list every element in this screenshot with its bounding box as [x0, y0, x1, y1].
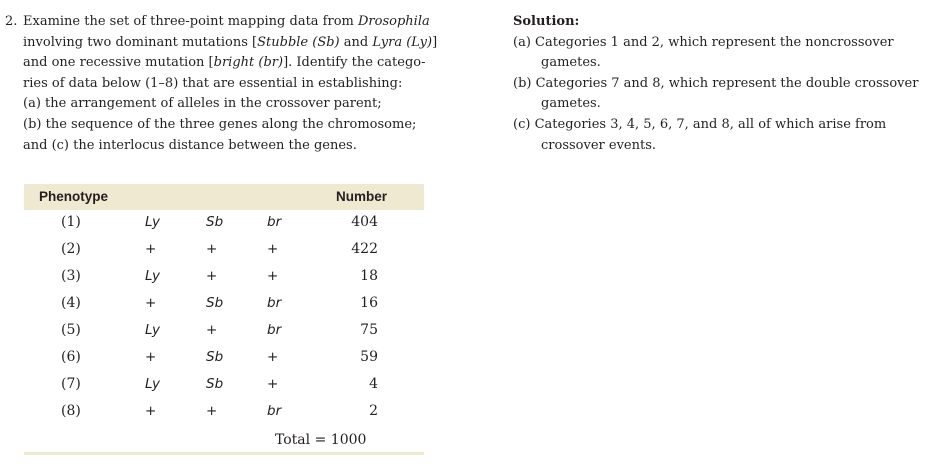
table-row: (3) Ly + + 18 [61, 268, 378, 284]
table-row: (7) Ly Sb + 4 [61, 376, 378, 392]
solution-item-a-cont: gametes. [541, 55, 601, 71]
table-row: (4) + Sb br 16 [61, 295, 378, 311]
table-row: (5) Ly + br 75 [61, 322, 378, 338]
solution-block [513, 12, 923, 156]
solution-item-b: (b) Categories 7 and 8, which represent the double crossover [513, 75, 919, 91]
solution-heading: Solution: [513, 14, 580, 29]
question-line-5: (a) the arrangement of alleles in the crossover parent; [23, 96, 382, 112]
question-line-2: involving two dominant mutations [Stubble (Sb) and Lyra (Ly)] [23, 34, 438, 50]
question-line-4: ries of data below (1–8) that are essential in establishing: [23, 75, 403, 91]
total-equals: = [314, 432, 327, 448]
header-number: Number [336, 189, 388, 204]
question-line-3: and one recessive mutation [bright (br)]. Identify the catego- [23, 55, 426, 71]
total-value: 1000 [330, 432, 367, 448]
table-row: (1) Ly Sb br 404 [61, 214, 378, 230]
phenotype-table [24, 184, 424, 455]
question-number: 2. [5, 14, 18, 29]
solution-item-c-cont: crossover events. [541, 137, 657, 153]
table-row: (8) + + br 2 [61, 403, 378, 419]
table-header [24, 184, 424, 210]
question-line-1: 2. Examine the set of three-point mapping data from Drosophila [5, 12, 475, 33]
question-line-7: and (c) the interlocus distance between the genes. [23, 137, 357, 153]
question-line-6: (b) the sequence of the three genes along the chromosome; [23, 116, 417, 132]
table-bottom-rule [24, 452, 424, 455]
solution-item-a: (a) Categories 1 and 2, which represent the noncrossover [513, 34, 894, 50]
question-block [5, 12, 475, 156]
total-label: Total [275, 432, 311, 448]
header-phenotype: Phenotype [39, 189, 109, 204]
table-row: (2) + + + 422 [61, 241, 378, 257]
table-total [275, 432, 366, 448]
solution-item-c: (c) Categories 3, 4, 5, 6, 7, and 8, all of which arise from [513, 116, 887, 132]
solution-item-b-cont: gametes. [541, 96, 601, 112]
table-row: (6) + Sb + 59 [61, 349, 378, 365]
